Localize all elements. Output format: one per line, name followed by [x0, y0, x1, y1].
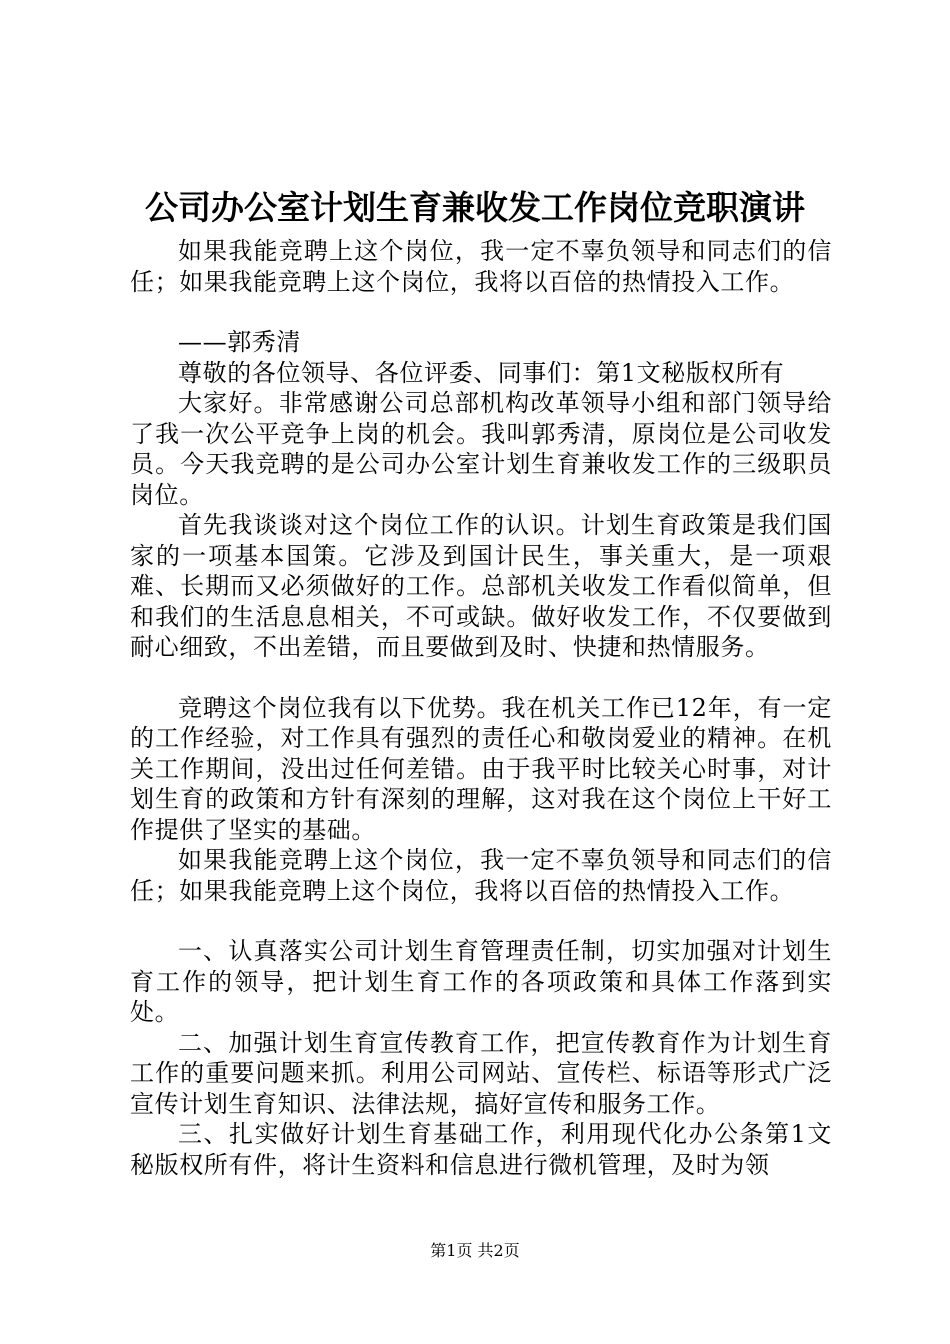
- body-paragraph: 竞聘这个岗位我有以下优势。我在机关工作已12年，有一定的工作经验，对工作具有强烈的责任心和敬岗爱业的精神。在机关工作期间，没出过任何差错。由于我平时比较关心时事，对计划生育的政策和方针有深刻的理解，这对我在这个岗位上干好工作提供了坚实的基础。: [130, 693, 832, 844]
- page-title: 公司办公室计划生育兼收发工作岗位竞职演讲: [145, 188, 805, 227]
- paragraph-gap: [130, 297, 832, 327]
- author-line: ——郭秀清: [178, 328, 301, 356]
- body-paragraph: 大家好。非常感谢公司总部机构改革领导小组和部门领导给了我一次公平竞争上岗的机会。我叫郭秀清，原岗位是公司收发员。今天我竞聘的是公司办公室计划生育兼收发工作的三级职员岗位。: [130, 389, 832, 509]
- page-number: 第1页 共2页: [430, 1241, 520, 1260]
- document-body: [130, 236, 832, 1180]
- body-paragraph: 三、扎实做好计划生育基础工作，利用现代化办公条第1文秘版权所有件，将计生资料和信息进行微机管理，及时为领: [130, 1120, 832, 1179]
- intro-paragraph: 如果我能竞聘上这个岗位，我一定不辜负领导和同志们的信任；如果我能竞聘上这个岗位，我将以百倍的热情投入工作。: [130, 237, 832, 296]
- paragraph-gap: [130, 906, 832, 936]
- body-paragraph: 一、认真落实公司计划生育管理责任制，切实加强对计划生育工作的领导，把计划生育工作的各项政策和具体工作落到实处。: [130, 937, 832, 1026]
- salutation-line: 尊敬的各位领导、各位评委、同事们：第1文秘版权所有: [178, 358, 785, 387]
- body-paragraph: 二、加强计划生育宣传教育工作，把宣传教育作为计划生育工作的重要问题来抓。利用公司网站、宣传栏、标语等形式广泛宣传计划生育知识、法律法规，搞好宣传和服务工作。: [130, 1028, 832, 1118]
- body-paragraph: 如果我能竞聘上这个岗位，我一定不辜负领导和同志们的信任；如果我能竞聘上这个岗位，我将以百倍的热情投入工作。: [130, 846, 832, 905]
- paragraph-gap: [130, 663, 832, 693]
- body-paragraph: 首先我谈谈对这个岗位工作的认识。计划生育政策是我们国家的一项基本国策。它涉及到国计民生，事关重大，是一项艰难、长期而又必须做好的工作。总部机关收发工作看似简单，但和我们的生活息息相关，不可或缺。做好收发工作，不仅要做到耐心细致，不出差错，而且要做到及时、快捷和热情服务。: [130, 511, 832, 661]
